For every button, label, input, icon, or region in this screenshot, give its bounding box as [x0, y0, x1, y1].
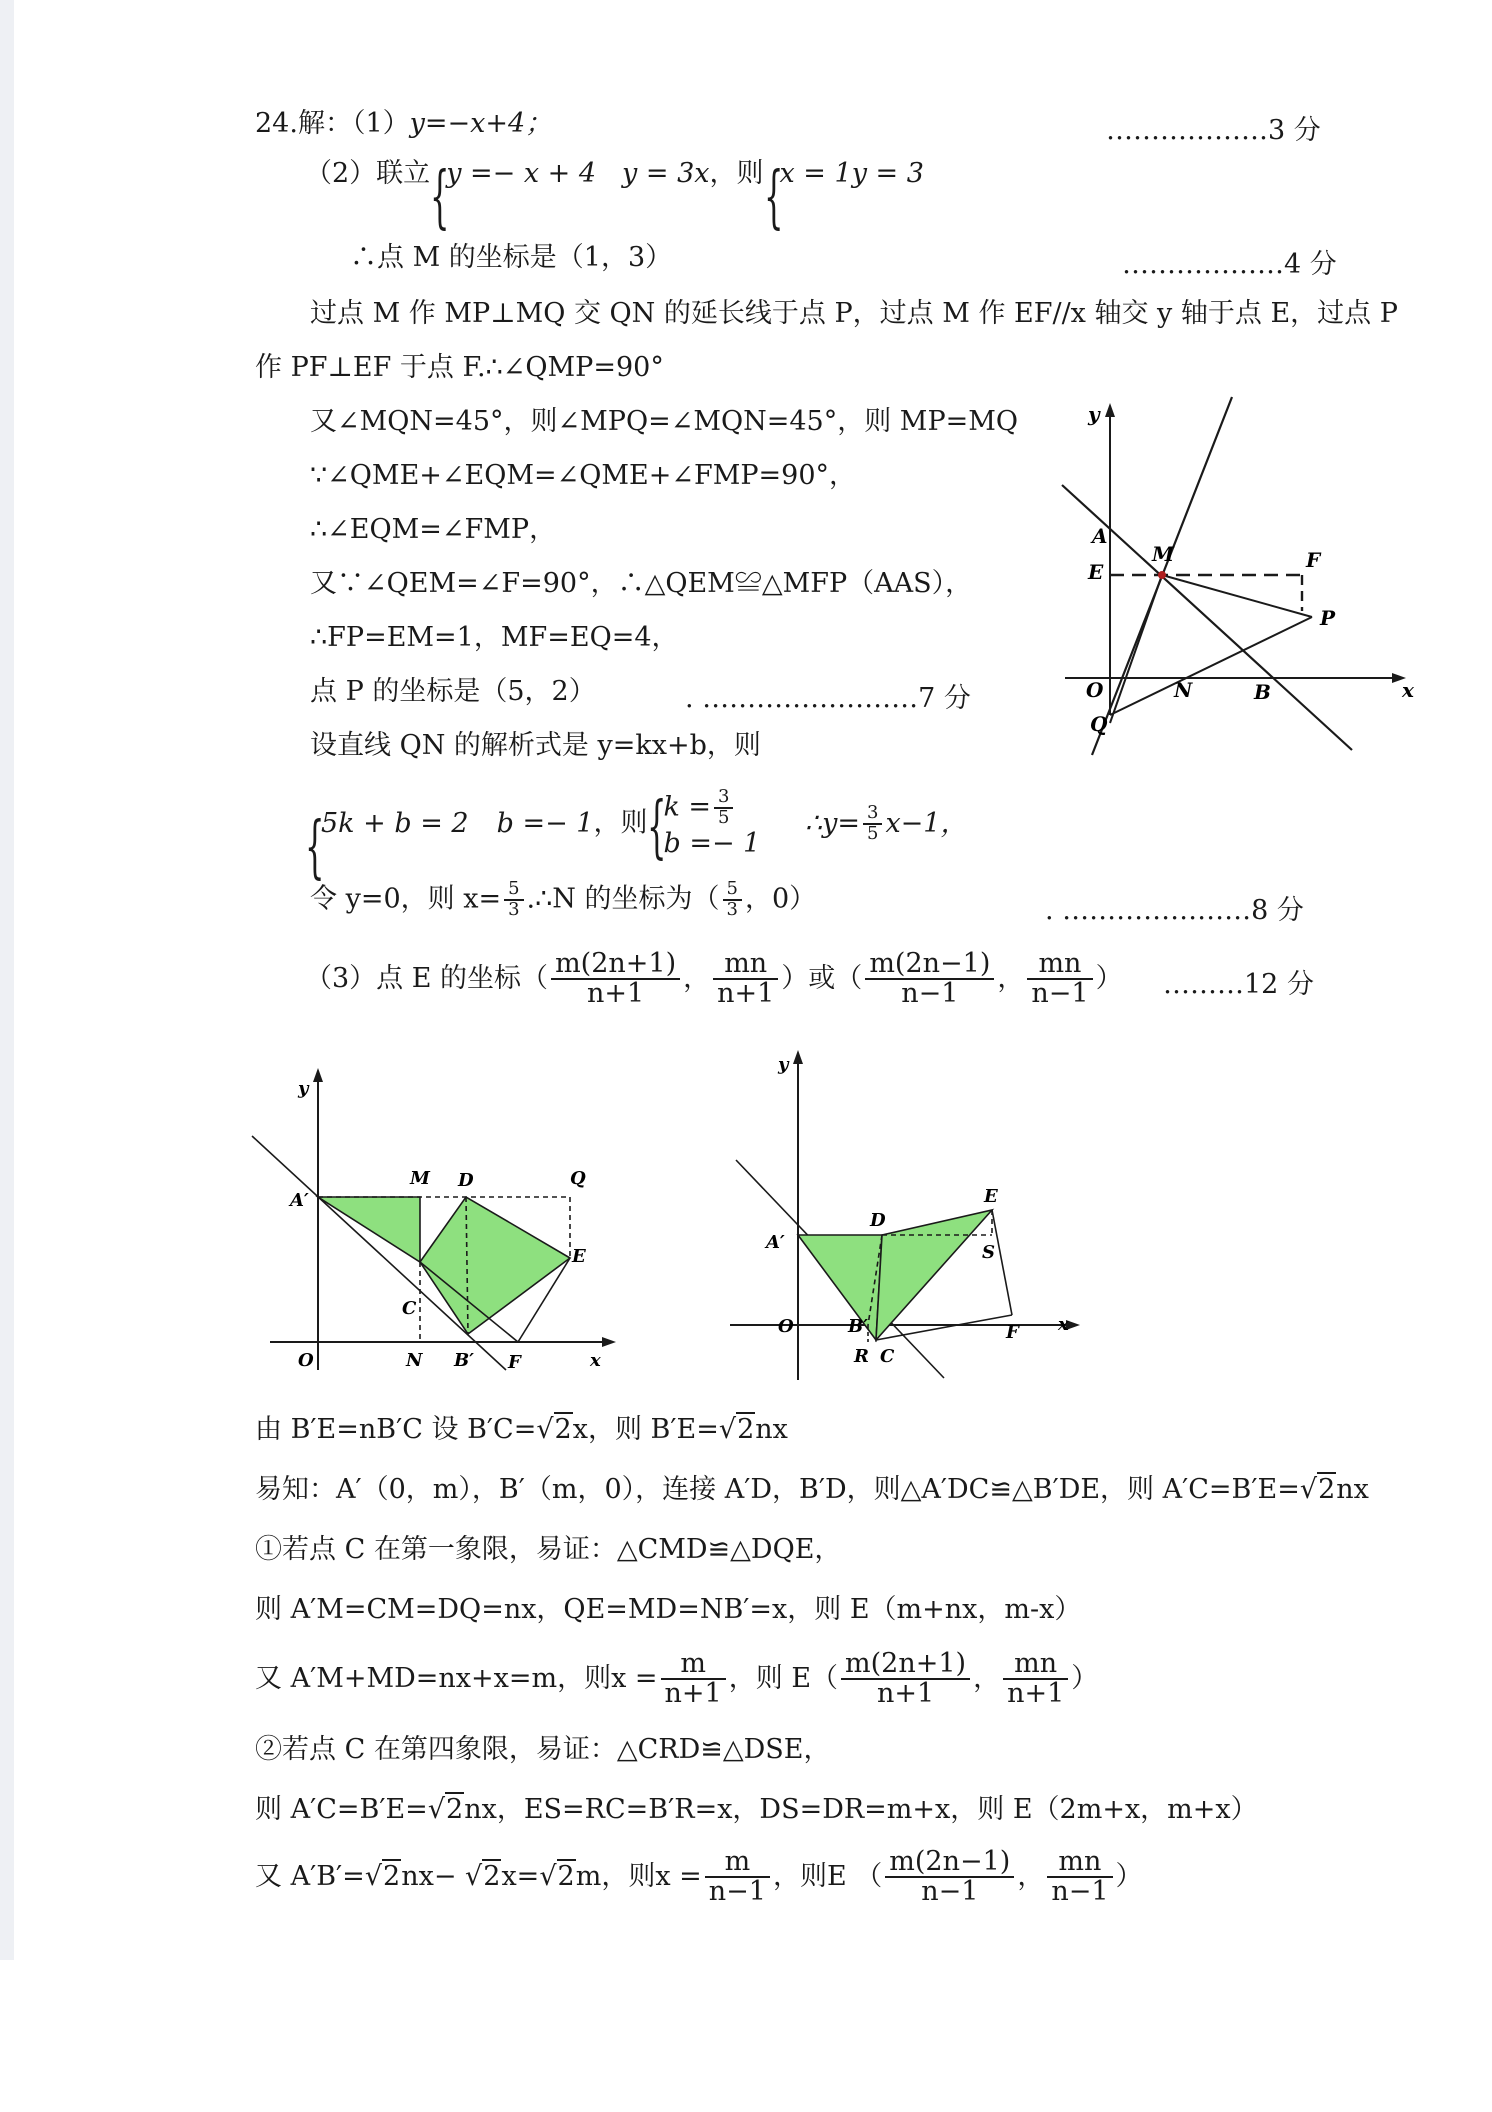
fraction: $\frac{mn}{n+1}$: [713, 950, 778, 1009]
answer-line-12: 设直线 QN 的解析式是 y=kx+b，则: [310, 730, 761, 761]
sqrt-symbol: √2: [427, 1794, 464, 1825]
explain-line-8: 又 A′B′=√2nx− √2x=√2m，则x = $\frac{m}{n-1}$ ，则E （ $\frac{m(2n-1)}{n-1}$ ， $\frac{mn}{n-1}$ ）: [255, 1846, 1143, 1908]
answer-line-5: 作 PF⊥EF 于点 F.∴∠QMP=90°: [255, 352, 664, 383]
axis-x-label: x: [1058, 1314, 1069, 1335]
figure-case2: [730, 1040, 1090, 1380]
fraction: $\frac{mn}{n-1}$: [1027, 950, 1092, 1009]
score-3: ………………3 分: [1106, 115, 1321, 146]
answer-line-10: ∴FP=EM=1，MF=EQ=4，: [310, 622, 679, 653]
point-label-C: C: [880, 1346, 895, 1367]
answer-line-13: [305, 786, 968, 887]
fraction: $\frac{mn}{n+1}$: [1003, 1650, 1068, 1709]
left-brace: {: [763, 158, 783, 238]
score-8: . …………………8 分: [1045, 895, 1304, 926]
figure-case1: [250, 1060, 635, 1390]
point-label-O: O: [298, 1350, 314, 1371]
then-label: ，则: [709, 158, 764, 189]
solution-system-1: { x = 1y = 3: [763, 158, 924, 238]
fraction: $\frac{m}{n-1}$: [705, 1848, 770, 1907]
point-label-F: F: [508, 1352, 521, 1373]
fraction: $\frac{m}{n+1}$: [661, 1650, 726, 1709]
axis-y-label: y: [778, 1054, 789, 1075]
label-simultaneous: （2）联立: [305, 158, 431, 189]
equation-system-2: { 5k + b = 2 b =− 1: [305, 807, 594, 887]
explain-line-3: ①若点 C 在第一象限，易证：△CMD≌△DQE，: [255, 1534, 842, 1565]
fraction: $\frac{m(2n-1)}{n-1}$: [885, 1848, 1014, 1907]
answer-line-7: ∵∠QME+∠EQM=∠QME+∠FMP=90°，: [310, 460, 857, 491]
fraction: $\frac{3}{5}$: [863, 804, 882, 844]
answer-line-6: 又∠MQN=45°，则∠MPQ=∠MQN=45°，则 MP=MQ: [310, 406, 1019, 437]
fraction: $\frac{mn}{n-1}$: [1047, 1848, 1112, 1907]
explain-line-6: ②若点 C 在第四象限，易证：△CRD≌△DSE，: [255, 1734, 831, 1765]
answer-line-1: [255, 108, 552, 140]
point-label-O: O: [778, 1316, 794, 1337]
point-label-C: C: [402, 1298, 417, 1319]
point-label-R: R: [854, 1346, 869, 1367]
answer-line-4: 过点 M 作 MP⊥MQ 交 QN 的延长线于点 P，过点 M 作 EF//x 轴交 y 轴于点 E，过点 P: [310, 298, 1398, 329]
point-label-N: N: [1174, 678, 1193, 702]
point-label-E: E: [984, 1186, 998, 1207]
page-edge: [0, 0, 14, 1960]
answer-line-14: 令 y=0，则 x= $\frac{5}{3}$ .∴N 的坐标为（ $\frac{5}{3}$ ，0）: [310, 878, 817, 920]
fraction: $\frac{m(2n+1)}{n+1}$: [551, 950, 680, 1009]
point-label-A: A: [1092, 524, 1108, 548]
left-brace: {: [430, 158, 450, 238]
point-label-D: D: [458, 1170, 474, 1191]
point-label-B-prime: B′: [454, 1350, 474, 1371]
axis-x-label: x: [1402, 678, 1414, 702]
point-label-B: B: [1254, 680, 1271, 704]
figure-part2: [1040, 395, 1420, 765]
answer-line-2: [305, 158, 924, 238]
left-brace: {: [647, 788, 667, 867]
explain-line-7: 则 A′C=B′E=√2nx，ES=RC=B′R=x，DS=DR=m+x，则 E（2m+x，m+x）: [255, 1794, 1258, 1825]
point-label-M: M: [1152, 542, 1175, 566]
point-label-A-prime: A′: [766, 1232, 785, 1253]
explain-line-2: 易知：A′（0，m），B′（m，0），连接 A′D，B′D，则△A′DC≌△B′DE，则 A′C=B′E=√2nx: [255, 1474, 1369, 1505]
point-label-Q: Q: [1090, 712, 1108, 736]
point-label-O: O: [1086, 678, 1104, 702]
sqrt-symbol: √2: [1299, 1474, 1336, 1505]
then-label: ，则: [593, 807, 648, 839]
point-label-Q: Q: [570, 1168, 586, 1189]
explain-line-4: 则 A′M=CM=DQ=nx，QE=MD=NB′=x，则 E（m+nx，m-x）: [255, 1594, 1082, 1625]
sqrt-symbol: √2: [536, 1414, 572, 1445]
point-label-E: E: [572, 1246, 586, 1267]
answer-line-11: 点 P 的坐标是（5，2）: [310, 676, 596, 707]
explain-line-5: 又 A′M+MD=nx+x=m，则x = $\frac{m}{n+1}$ ，则 E（ $\frac{m(2n+1)}{n+1}$ ， $\frac{mn}{n+1}$ ）: [255, 1648, 1099, 1710]
point-label-D: D: [870, 1210, 886, 1231]
sqrt-symbol: √2: [364, 1860, 401, 1892]
score-4: ………………4 分: [1122, 249, 1337, 280]
left-brace: {: [305, 807, 325, 887]
point-label-M: M: [410, 1168, 430, 1189]
axis-y-label: y: [1088, 402, 1100, 426]
axis-y-label: y: [298, 1078, 309, 1099]
point-label-A-prime: A′: [290, 1190, 309, 1211]
equation-system-1: { y =− x + 4 y = 3x: [430, 158, 710, 238]
sqrt-symbol: √2: [718, 1414, 755, 1445]
point-label-N: N: [406, 1350, 423, 1371]
line-qn-result: ∴y= $\frac{3}{5}$ x−1，: [804, 802, 968, 845]
axis-x-label: x: [590, 1350, 601, 1371]
fraction: $\frac{5}{3}$: [723, 880, 742, 920]
sqrt-symbol: √2: [539, 1860, 575, 1892]
point-label-B-prime: B′: [848, 1316, 868, 1337]
line-equation: y=−x+4；: [409, 108, 553, 139]
point-label-F: F: [1306, 548, 1321, 572]
fraction: $\frac{5}{3}$: [504, 880, 523, 920]
fraction: $\frac{3}{5}$: [714, 788, 733, 828]
point-label-S: S: [982, 1242, 995, 1263]
score-7: . ……………………7 分: [685, 683, 971, 714]
answer-line-3: ∴点 M 的坐标是（1，3）: [350, 242, 673, 273]
fraction: $\frac{m(2n+1)}{n+1}$: [841, 1650, 970, 1709]
explain-line-1: 由 B′E=nB′C 设 B′C=√2x，则 B′E=√2nx: [255, 1414, 788, 1445]
fraction: $\frac{m(2n-1)}{n-1}$: [865, 950, 994, 1009]
sqrt-symbol: √2: [465, 1860, 501, 1892]
point-label-E: E: [1088, 560, 1104, 584]
question-label: 24.解：（1）: [255, 108, 410, 139]
point-label-F: F: [1006, 1322, 1019, 1343]
answer-line-8: ∴∠EQM=∠FMP，: [310, 514, 557, 545]
answer-line-15: （3）点 E 的坐标（ $\frac{m(2n+1)}{n+1}$ ， $\frac{mn}{n+1}$ ）或（ $\frac{m(2n-1)}{n-1}$ ， $\frac{mn}{n-1}$ ）: [305, 948, 1123, 1010]
solution-system-2: { k = $\frac{3}{5}$ b =− 1: [647, 786, 761, 867]
answer-line-9: 又∵∠QEM=∠F=90°，∴△QEM≌△MFP（AAS），: [310, 568, 973, 599]
score-12: ………12 分: [1163, 969, 1314, 1000]
point-label-P: P: [1320, 606, 1336, 630]
